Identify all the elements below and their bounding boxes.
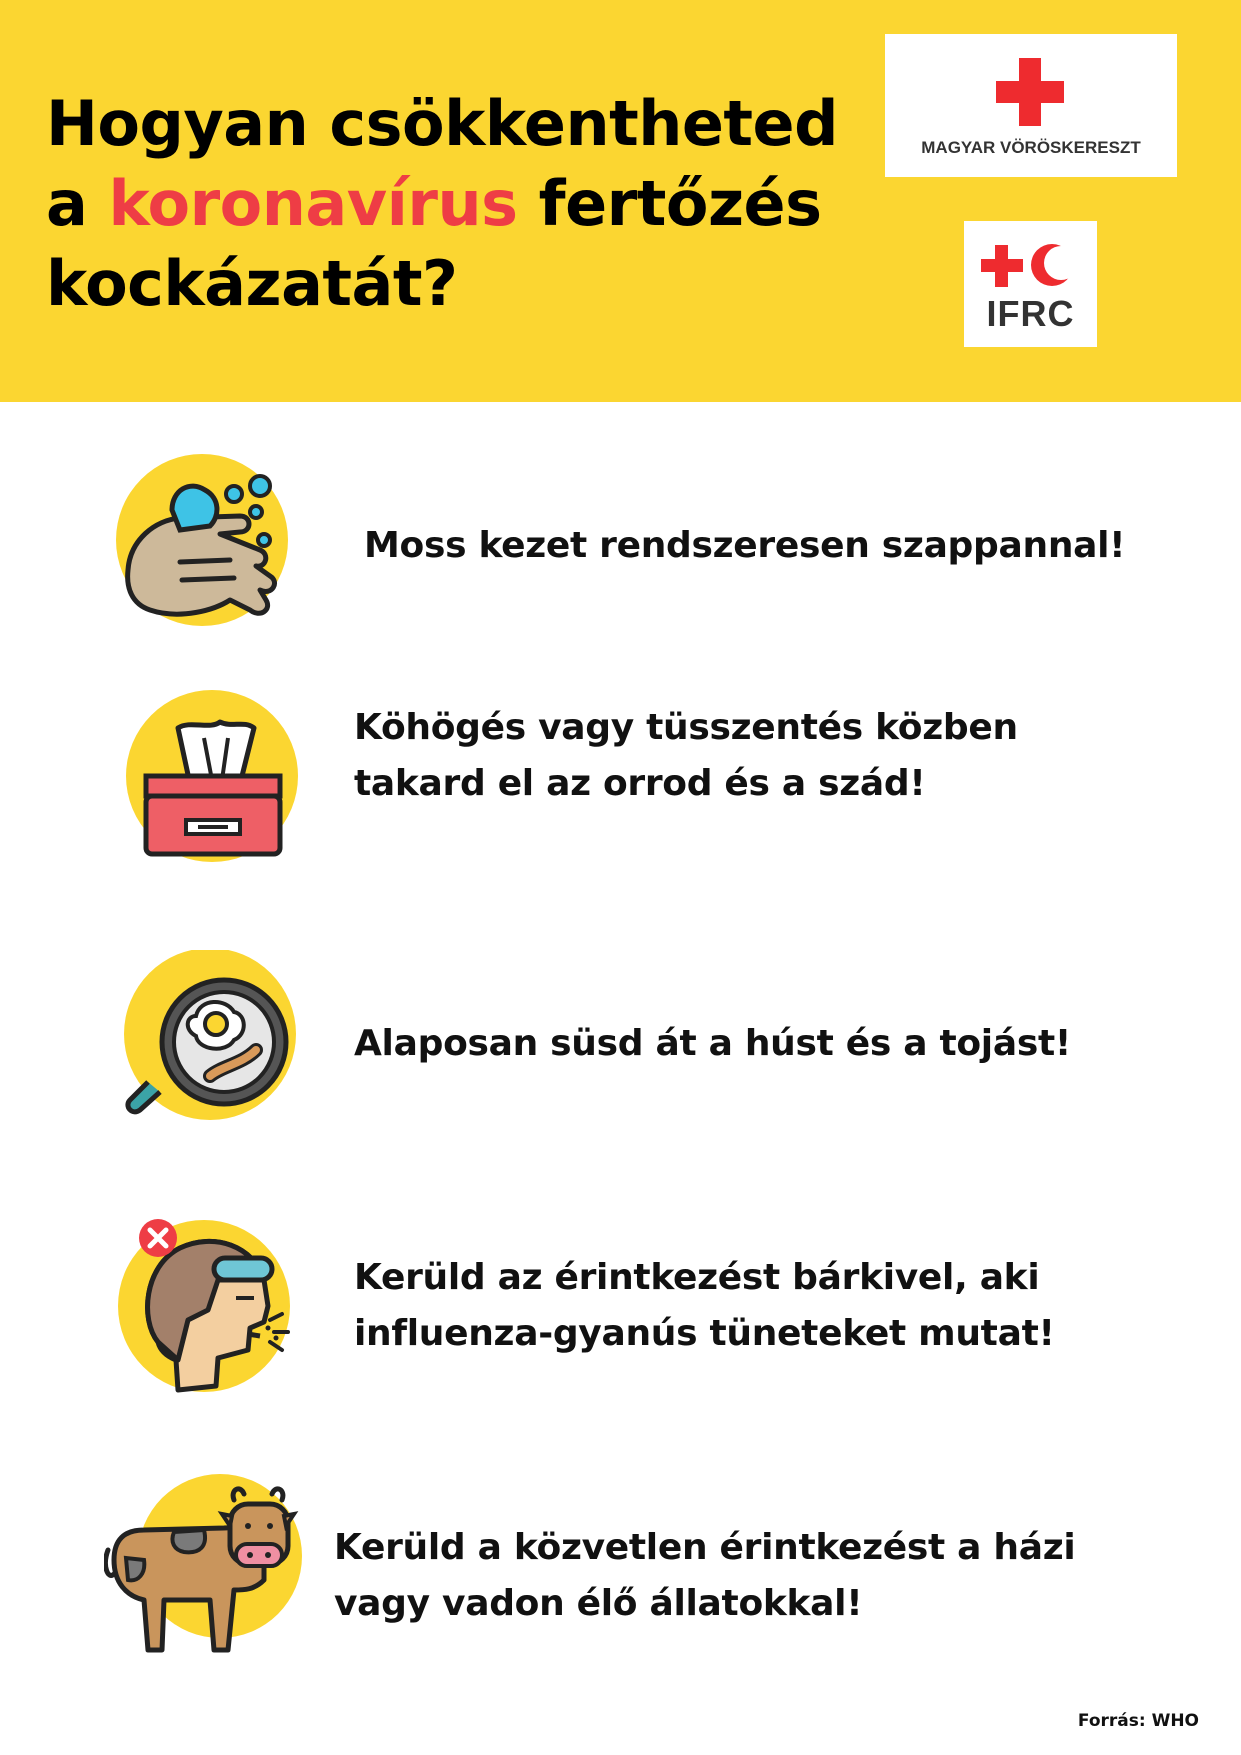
tip-5-line-1: Kerüld a közvetlen érintkezést a házi: [334, 1527, 1076, 1568]
cow-icon: [104, 1470, 304, 1660]
hand-washing-icon: [110, 450, 300, 640]
tip-2-line-2: takard el az orrod és a szád!: [354, 763, 926, 804]
ifrc-logo: [964, 221, 1097, 347]
page-title: [46, 84, 866, 324]
tip-2-line-1: Köhögés vagy tüsszentés közben: [354, 707, 1018, 748]
tip-text-5: [334, 1520, 1075, 1632]
tip-3-line-1: Alaposan süsd át a húst és a tojást!: [354, 1023, 1071, 1064]
tissue-box-icon: [120, 684, 310, 874]
sick-person-icon: [118, 1210, 308, 1400]
tip-text-1: [364, 518, 1125, 574]
magyar-voroskereszt-logo: [885, 34, 1177, 177]
frying-pan-icon: [118, 950, 308, 1140]
source-credit: Forrás: WHO: [1077, 1711, 1199, 1731]
tip-4-line-2: influenza-gyanús tüneteket mutat!: [354, 1313, 1055, 1354]
title-line-3: kockázatát?: [46, 247, 458, 320]
title-line-1: Hogyan csökkentheted: [46, 87, 838, 160]
tip-text-2: [354, 700, 1018, 812]
title-line-2-suffix: fertőzés: [517, 167, 822, 240]
title-line-2-prefix: a: [46, 167, 109, 240]
header-banner: [0, 0, 1241, 402]
tip-text-3: [354, 1016, 1071, 1072]
tip-4-line-1: Kerüld az érintkezést bárkivel, aki: [354, 1257, 1040, 1298]
tip-1-line-1: Moss kezet rendszeresen szappannal!: [364, 525, 1126, 566]
title-accent-word: koronavírus: [108, 167, 518, 240]
mvk-label: MAGYAR VÖRÖSKERESZT: [921, 138, 1141, 157]
tip-5-line-2: vagy vadon élő állatokkal!: [334, 1583, 863, 1624]
ifrc-label: IFRC: [986, 293, 1075, 334]
tip-text-4: [354, 1250, 1055, 1362]
